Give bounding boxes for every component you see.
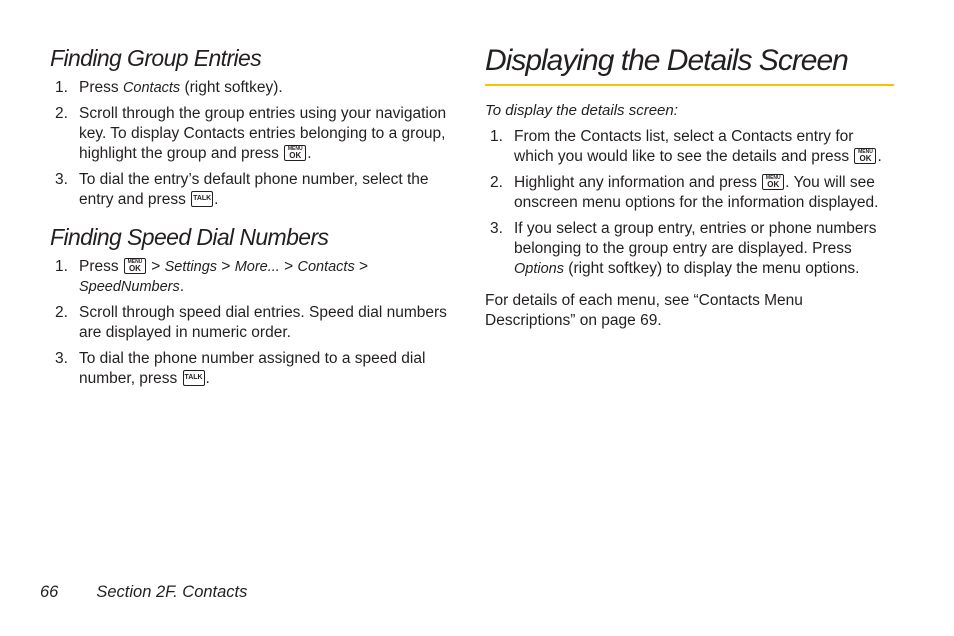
menu-reference-paragraph: For details of each menu, see “Contacts Menu Descriptions” on page 69. <box>485 292 803 329</box>
list-item: 3. To dial the entry’s default phone number, select the entry and press TALK . <box>55 171 429 208</box>
talk-key-icon: TALK <box>183 370 205 386</box>
menu-ok-key-icon: MENU OK <box>124 258 146 274</box>
list-item: 2. Scroll through speed dial entries. Speed dial numbers are displayed in numeric order. <box>55 304 447 341</box>
page-footer <box>40 583 247 602</box>
list-item: 2. Scroll through the group entries using your navigation key. To display Contacts entries belonging to a group, highlight the group and press MENU OK . <box>55 105 447 162</box>
talk-key-icon: TALK <box>191 191 213 207</box>
menu-ok-key-icon: MENU OK <box>854 148 876 164</box>
group-entries-steps <box>50 78 450 210</box>
list-item: 3. If you select a group entry, entries or phone numbers belonging to the group entry are displayed. Press Options (right softkey) to display the menu options. <box>490 220 877 277</box>
softkey-label: Options <box>514 261 564 277</box>
list-item: 1. From the Contacts list, select a Contacts entry for which you would like to see the details and press MENU OK . <box>490 128 882 165</box>
left-column <box>50 44 450 389</box>
list-item: 1. Press MENU OK > Settings > More... > Contacts > SpeedNumbers. <box>55 258 369 295</box>
speed-dial-heading: Finding Speed Dial Numbers <box>50 224 329 250</box>
speed-dial-steps <box>50 257 450 389</box>
title-divider <box>485 84 894 86</box>
page-title: Displaying the Details Screen <box>485 44 848 77</box>
list-item: 2. Highlight any information and press MENU OK . You will see onscreen menu options for the information displayed. <box>490 174 879 211</box>
softkey-label: Contacts <box>122 80 181 96</box>
section-label: Section 2F. Contacts <box>96 583 248 601</box>
menu-ok-key-icon: MENU OK <box>284 145 306 161</box>
list-item: 3. To dial the phone number assigned to a speed dial number, press TALK . <box>55 350 426 387</box>
page-number: 66 <box>40 583 59 601</box>
details-steps <box>485 127 895 279</box>
list-item: 1. Press Contacts (right softkey). <box>55 79 283 96</box>
details-subheading: To display the details screen: <box>485 102 678 119</box>
right-column <box>485 44 895 331</box>
menu-ok-key-icon: MENU OK <box>762 174 784 190</box>
group-entries-heading: Finding Group Entries <box>50 45 262 71</box>
